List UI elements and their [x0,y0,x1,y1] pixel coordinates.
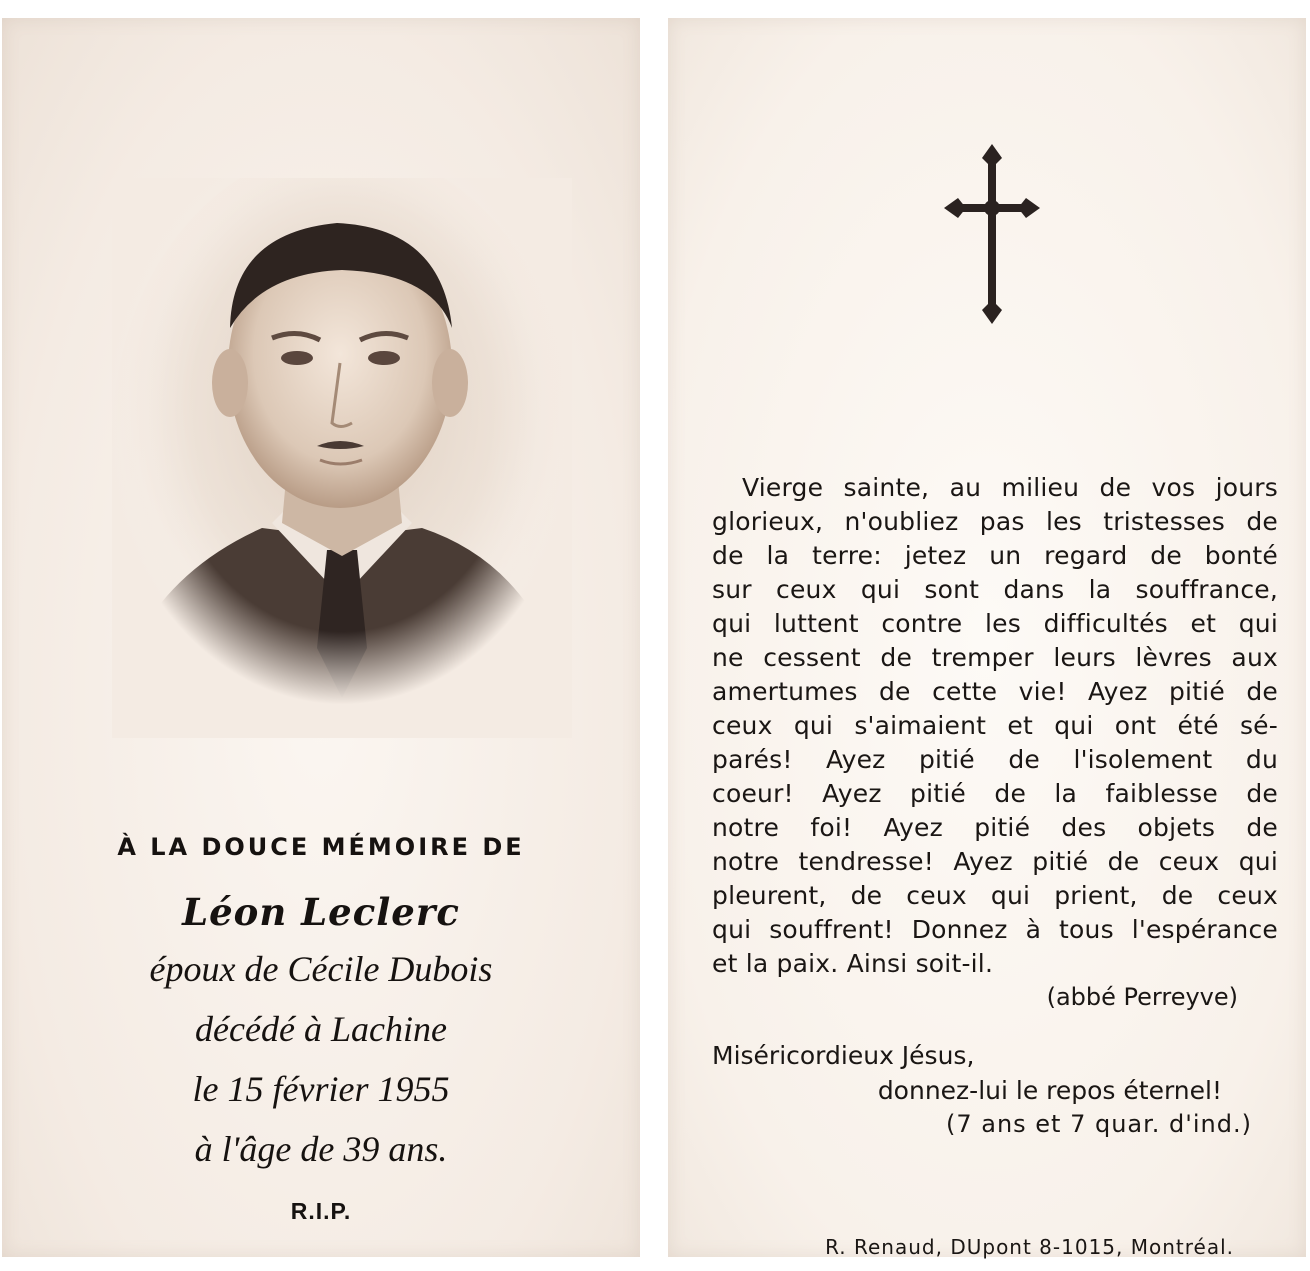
prayer-line: notre foi! Ayez pitié des objets de [712,813,1278,842]
prayer-line: de la terre: jetez un regard de bonté [712,541,1278,570]
memorial-card-back [668,18,1306,1257]
prayer-line: sur ceux qui sont dans la souffrance, [712,575,1278,604]
cross-icon [944,144,1040,324]
invocation-line-2: donnez-lui le repos éternel! [877,1076,1222,1105]
death-place-line: décédé à Lachine [195,1009,447,1049]
printer-credit: R. Renaud, DUpont 8-1015, Montréal. [825,1235,1234,1259]
prayer-line: et la paix. Ainsi soit-il. [712,949,994,978]
indulgence-note: (7 ans et 7 quar. d'ind.) [945,1110,1252,1138]
prayer-line: notre tendresse! Ayez pitié de ceux qui [712,847,1278,876]
spouse-line: époux de Cécile Dubois [149,949,493,989]
prayer-line: pleurent, de ceux qui prient, de ceux [712,881,1278,910]
memorial-intro: À LA DOUCE MÉMOIRE DE [117,833,525,861]
prayer-line: qui luttent contre les difficultés et qui [712,609,1278,638]
invocation-line-1: Miséricordieux Jésus, [712,1041,975,1070]
prayer-line: amertumes de cette vie! Ayez pitié de [712,677,1278,706]
memorial-card-front [2,18,640,1257]
prayer-line: Vierge sainte, au milieu de vos jours [742,473,1278,502]
prayer-line: glorieux, n'oubliez pas les tristesses de [712,507,1278,536]
death-date-line: le 15 février 1955 [192,1069,450,1109]
prayer-line: ceux qui s'aimaient et qui ont été sé- [712,711,1278,740]
portrait-photo [112,178,572,738]
age-line: à l'âge de 39 ans. [194,1129,448,1169]
prayer-line: ne cessent de tremper leurs lèvres aux [712,643,1278,672]
prayer-line: qui souffrent! Donnez à tous l'espérance [712,915,1278,944]
prayer-author: (abbé Perreyve) [1046,983,1238,1011]
rip-text: R.I.P. [290,1198,352,1224]
prayer-line: coeur! Ayez pitié de la faiblesse de [712,779,1278,808]
prayer-line: parés! Ayez pitié de l'isolement du [712,745,1278,774]
deceased-name: Léon Leclerc [182,890,460,934]
